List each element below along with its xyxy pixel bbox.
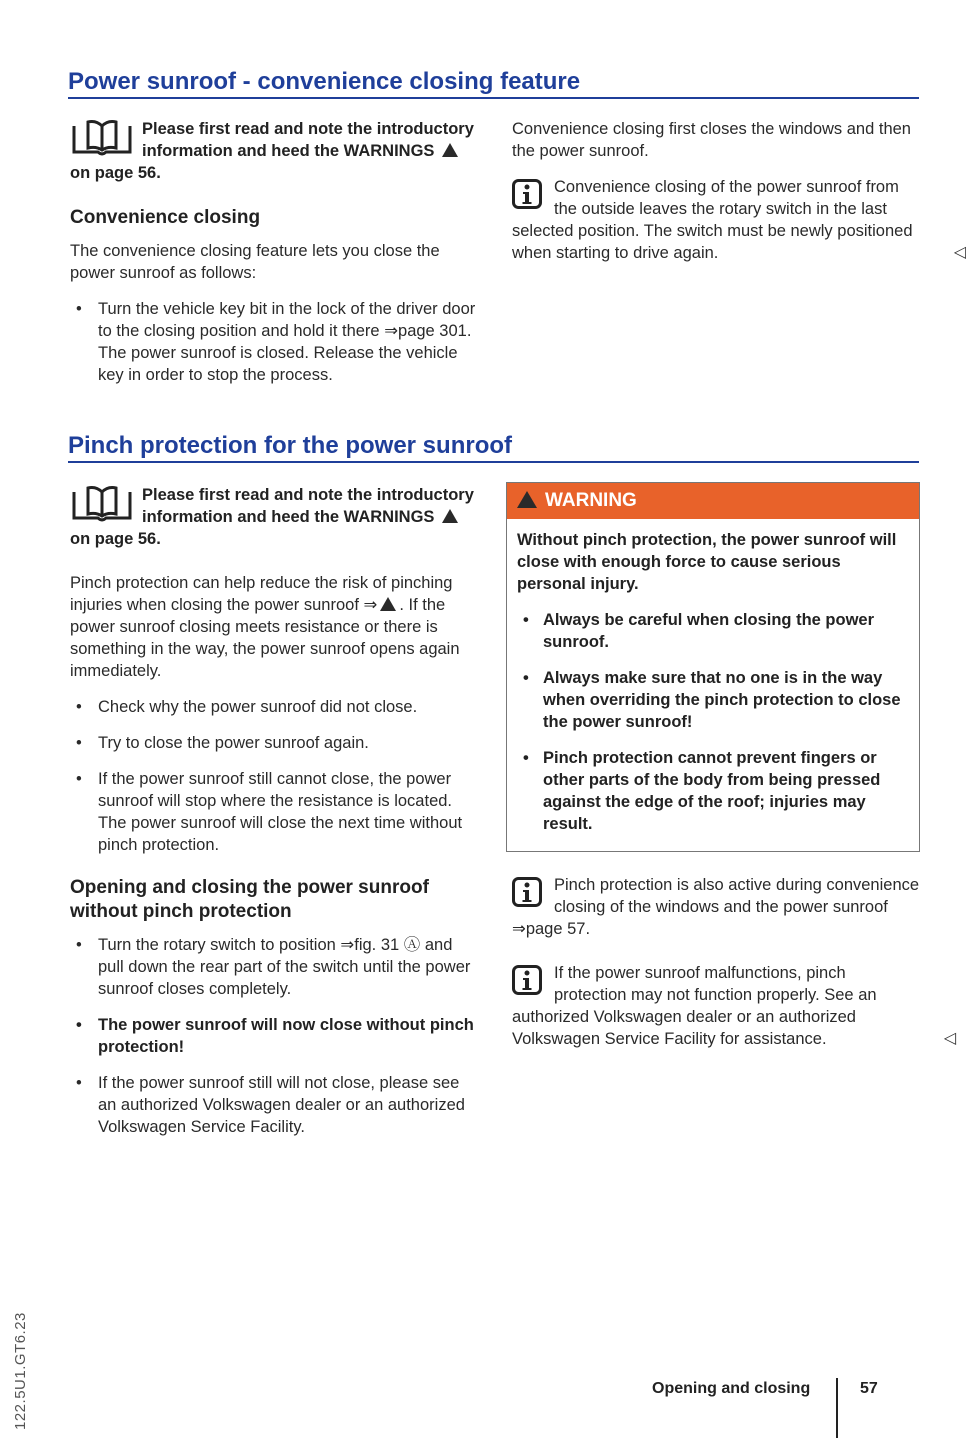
footer-divider: [836, 1378, 838, 1438]
info-icon: [512, 965, 542, 995]
list-item: • Turn the vehicle key bit in the lock of the driver door to the closing position and hold it there ⇒page 301. The power sunroof is closed. Release the vehicle key in order to stop the process.: [70, 298, 482, 386]
info-note-outside-closing: [512, 176, 966, 264]
section2-left-column: [70, 484, 482, 1152]
warning-title: WARNING: [545, 490, 637, 511]
read-first-note: [70, 118, 482, 184]
convenience-closing-heading: Convenience closing: [70, 207, 261, 228]
warning-header: [507, 483, 919, 519]
list-item: • Check why the power sunroof did not close.: [70, 696, 482, 718]
list-item: • The power sunroof will now close without pinch protection!: [70, 1014, 482, 1058]
end-of-section-icon: ◁: [943, 1030, 956, 1047]
read-first-note-text: Please first read and note the introductory information and heed the WARNINGS: [142, 120, 474, 160]
warning-box: [506, 482, 920, 852]
read-first-note: [70, 484, 482, 550]
warning-triangle-icon: [517, 491, 537, 508]
pinch-protection-steps: [70, 696, 482, 856]
warning-triangle-icon: [442, 509, 458, 523]
open-book-icon: [70, 118, 134, 162]
convenience-closing-intro: The convenience closing feature lets you close the power sunroof as follows:: [70, 242, 440, 282]
convenience-closing-steps: [70, 298, 482, 386]
section-rule: [68, 97, 919, 99]
pinch-protection-intro: [70, 572, 482, 682]
info-icon: [512, 179, 542, 209]
section-title-pinch-protection: Pinch protection for the power sunroof: [68, 432, 512, 459]
list-item: • Turn the rotary switch to position ⇒fig. 31 Ⓐ and pull down the rear part of the switch until the power sunroof closes completely.: [70, 934, 482, 1000]
pinch-intro-text-a: Pinch protection can help reduce the risk of pinching injuries when closing the power sunroof ⇒: [70, 574, 453, 614]
read-first-note-page: on page 56.: [70, 530, 161, 548]
info-note-text: Convenience closing of the power sunroof from the outside leaves the rotary switch in the last selected position. The switch must be newly positioned when starting to drive again.: [512, 178, 913, 262]
warning-triangle-icon: [442, 143, 458, 157]
list-item: • Pinch protection cannot prevent fingers or other parts of the body from being pressed against the edge of the roof; injuries may result.: [517, 747, 909, 835]
section-title-convenience-closing: Power sunroof - convenience closing feature: [68, 68, 581, 95]
document-code: 122.5U1.GT6.23: [12, 1312, 29, 1430]
info-note-text: Pinch protection is also active during convenience closing of the windows and the power sunroof ⇒page 57.: [512, 876, 920, 938]
info-icon: [512, 877, 542, 907]
list-item: • Always be careful when closing the power sunroof.: [517, 609, 909, 653]
info-note-text: If the power sunroof malfunctions, pinch protection may not function properly. See an authorized Volkswagen dealer or an authorized Volkswagen Service Facility for assistance.: [512, 964, 877, 1048]
end-of-section-icon: ◁: [953, 244, 966, 261]
page-number: 57: [860, 1380, 878, 1397]
without-pinch-protection-steps: [70, 934, 482, 1138]
info-note-malfunction: [506, 962, 956, 1050]
read-first-note-text: Please first read and note the introductory information and heed the WARNINGS: [142, 486, 474, 526]
warning-triangle-icon: [380, 597, 396, 611]
section1-left-column: [70, 118, 482, 400]
list-item: • Try to close the power sunroof again.: [70, 732, 482, 754]
read-first-note-page: on page 56.: [70, 164, 161, 182]
footer-chapter-title: Opening and closing: [652, 1380, 811, 1397]
open-book-icon: [70, 484, 134, 528]
section-rule: [68, 461, 919, 463]
section2-right-column: [506, 482, 956, 1072]
list-item: • Always make sure that no one is in the way when overriding the pinch protection to close the power sunroof!: [517, 667, 909, 733]
list-item: • If the power sunroof still will not close, please see an authorized Volkswagen dealer or an authorized Volkswagen Service Facility.: [70, 1072, 482, 1138]
pinch-intro-text-b: . If the power sunroof closing meets resistance or there is something in the way, the power sunroof opens again immediately.: [70, 596, 460, 680]
warning-lead: Without pinch protection, the power sunroof will close with enough force to cause serious personal injury.: [517, 531, 897, 593]
warning-body: [507, 519, 919, 851]
list-item: • If the power sunroof still cannot close, the power sunroof will stop where the resistance is located. The power sunroof will close the next time without pinch protection.: [70, 768, 482, 856]
section1-right-column: [512, 118, 966, 286]
convenience-closing-order: Convenience closing first closes the windows and then the power sunroof.: [512, 120, 911, 160]
without-pinch-protection-heading: Opening and closing the power sunroof without pinch protection: [70, 877, 429, 922]
warning-list: [517, 609, 909, 835]
info-note-convenience: [506, 874, 920, 940]
